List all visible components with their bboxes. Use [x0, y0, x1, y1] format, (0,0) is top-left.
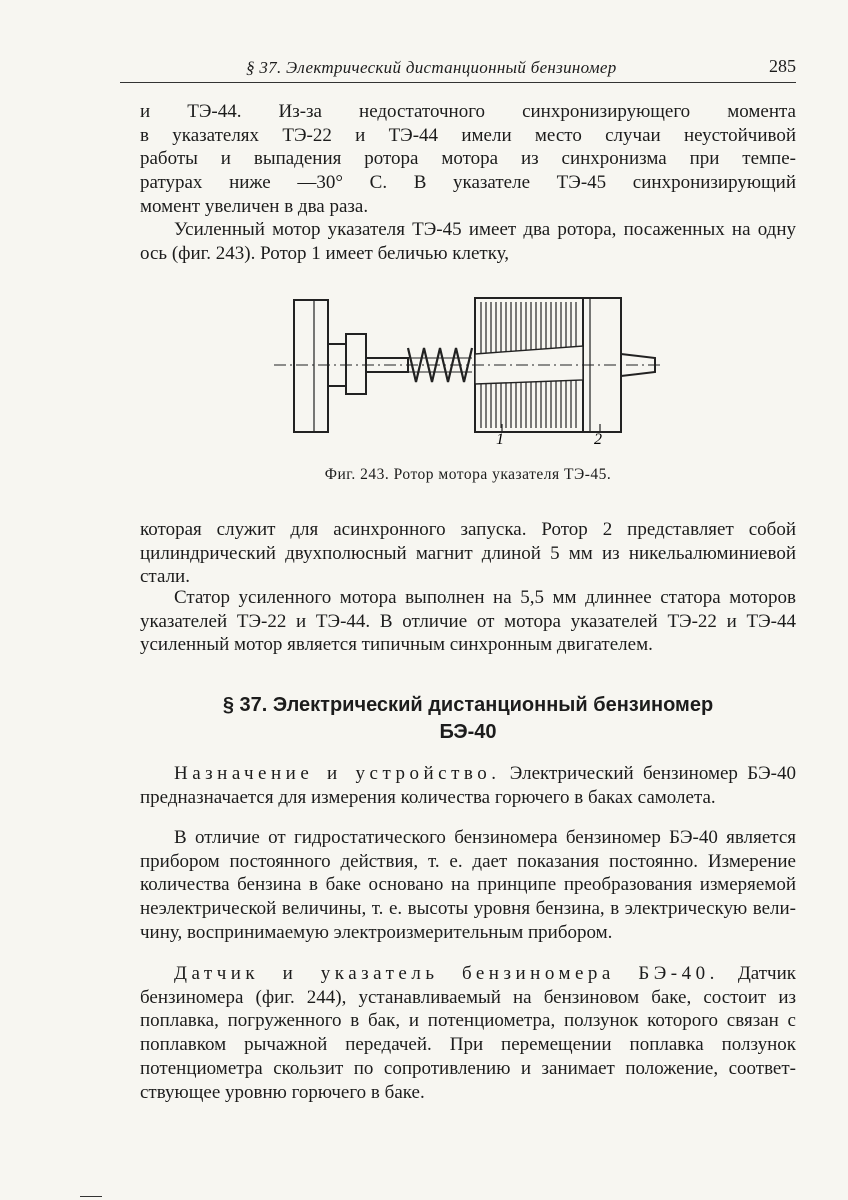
text-line: ратурах ниже —30° С. В указателе ТЭ-45 синхронизирующий [140, 172, 796, 194]
text-line: работы и выпадения ротора мотора из синхронизма при темпе- [140, 148, 796, 170]
paragraph-text: которая служит для асинхронного запуска. Ротор 2 представляет собой цилиндрический двухполюсный магнит длиной 5 мм из никельалюминиевой стали. [140, 519, 796, 588]
label-1: 1 [496, 431, 504, 448]
section-heading [140, 692, 796, 746]
running-head [120, 56, 796, 83]
paragraph-text: В отличие от гидростатического бензиномера бензиномер БЭ-40 является прибором постоянного действия, т. е. дает показания постоянно. Измерение количества бензина в баке основано на принципе преобразования измеряемой неэлектрической величины, т. е. высоты уровня бензина, в электрическую величину, воспринимаемую электроизмерительным прибором. [140, 827, 796, 943]
running-head-title: § 37. Электрический дистанционный бензиномер [246, 58, 617, 77]
paragraph-text: Усиленный мотор указателя ТЭ-45 имеет два ротора, посаженных на одну ось (фиг. 243). Ротор 1 имеет беличью клетку, [140, 219, 796, 264]
intro-paragraph [140, 100, 796, 219]
purpose-lead: Назначение и устройство. [174, 763, 501, 784]
section-heading-line: БЭ-40 [439, 721, 497, 743]
rotor-figure [270, 284, 670, 454]
footer-rule [80, 1196, 102, 1197]
page-number: 285 [769, 56, 796, 76]
text-line: и ТЭ-44. Из-за недостаточного синхронизирующего момента [140, 101, 796, 122]
paragraph-hydrostatic [140, 826, 796, 945]
paragraph-purpose [140, 762, 796, 809]
paragraph-stator [140, 586, 796, 657]
purpose-text: Электрический бензиномер БЭ-40 предназначается для измерения количества горючего в баках самолета. [140, 763, 796, 808]
sensor-text: Датчик бензиномера (фиг. 244), устанавливаемый на бензиновом баке, состоит из поплавка, погруженного в бак, и потенциометра, ползунок которого связан с поплавком рычажной передачей. При перемещении поплавка ползунок потенциометра скользит по сопротивлению и занимает положение, соответствующее уровню горючего в баке. [140, 963, 796, 1103]
sensor-lead: Датчик и указатель бензиномера БЭ-40. [174, 963, 719, 984]
paragraph-text: Статор усиленного мотора выполнен на 5,5 мм длиннее статора моторов указателей ТЭ-22 и ТЭ-44. В отличие от мотора указателей ТЭ-22 и ТЭ-44 усиленный мотор является типичным синхронным двигателем. [140, 587, 796, 656]
flange-shape [294, 300, 328, 432]
paragraph-sensor [140, 962, 796, 1104]
label-2: 2 [594, 431, 602, 448]
paragraph-rotor2 [140, 518, 796, 589]
section-heading-line: § 37. Электрический дистанционный бензиномер [222, 694, 714, 716]
figure-caption: Фиг. 243. Ротор мотора указателя ТЭ-45. [324, 466, 612, 483]
text-line: в указателях ТЭ-22 и ТЭ-44 имели место случаи неустойчивой [140, 124, 796, 146]
rotor-drawing [270, 284, 670, 454]
paragraph-motor [140, 218, 796, 265]
text-line: момент увеличен в два раза. [140, 195, 369, 217]
